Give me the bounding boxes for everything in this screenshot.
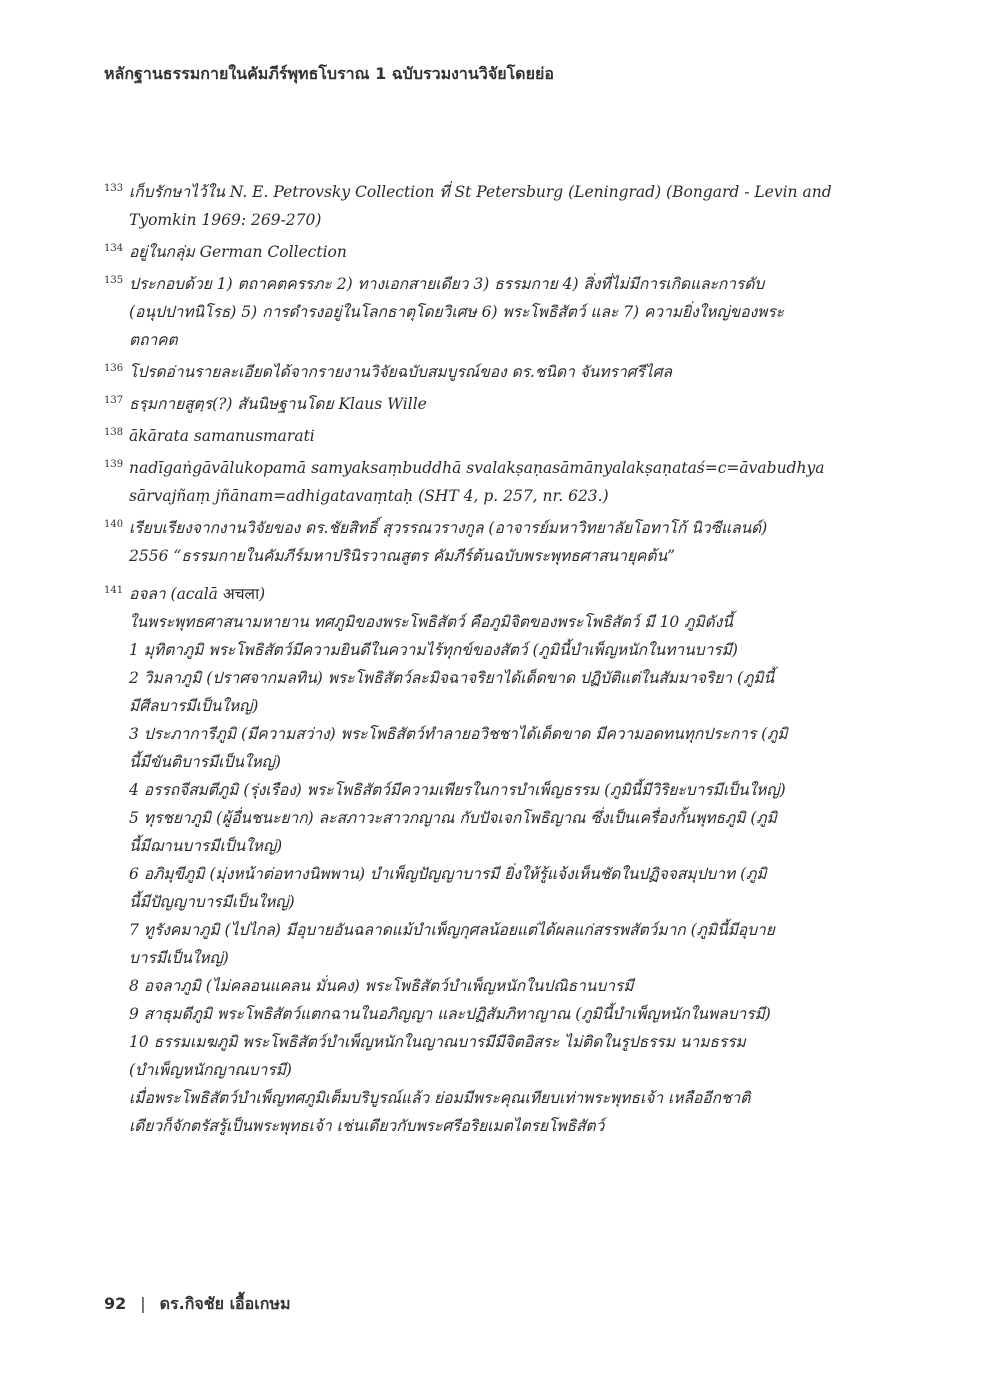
paragraph-line: ในพระพุทธศาสนามหายาน ทศภูมิของพระโพธิสัตว์ คือภูมิจิตของพระโพธิสัตว์ มี 10 ภูมิดังนี้ [129, 613, 733, 631]
conclusion-cont: เดียวก็จักตรัสรู้เป็นพระพุทธเจ้า เช่นเดียวกับพระศรีอริยเมตไตรยโพธิสัตว์ [129, 1117, 605, 1135]
footnote-text: Tyomkin 1969: 269-270) [129, 211, 322, 229]
footnote-text: ākārata samanusmarati [129, 427, 315, 445]
footnote-text: sārvajñaṃ jñānam=adhigatavaṃtaḥ (SHT 4, p. 257, nr. 623.) [129, 487, 609, 505]
stage-5: 5 ทุรชยาภูมิ (ผู้อื่นชนะยาก) ละสภาวะสาวกญาณ กับปัจเจกโพธิญาณ ซึ่งเป็นเครื่องกั้นพุทธภูมิ (ภูมิ [129, 809, 777, 827]
footnote-number: 140 [104, 519, 124, 530]
stage-9: 9 สาธุมดีภูมิ พระโพธิสัตว์แตกฉานในอภิญญา และปฏิสัมภิทาญาณ (ภูมินี้บำเพ็ญหนักในพลบารมี) [129, 1005, 771, 1023]
footnote-text: ประกอบด้วย 1) ตถาคตครรภะ 2) ทางเอกสายเดียว 3) ธรรมกาย 4) สิ่งที่ไม่มีการเกิดและการดับ [129, 275, 765, 293]
conclusion: เมื่อพระโพธิสัตว์บำเพ็ญทศภูมิเต็มบริบูรณ์แล้ว ย่อมมีพระคุณเทียบเท่าพระพุทธเจ้า เหลืออีกชาติ [129, 1089, 751, 1107]
stage-8: 8 อจลาภูมิ (ไม่คลอนแคลน มั่นคง) พระโพธิสัตว์บำเพ็ญหนักในปณิธานบารมี [129, 977, 634, 995]
footnote-text: 2556 “ธรรมกายในคัมภีร์มหาปรินิรวาณสูตร คัมภีร์ต้นฉบับพระพุทธศาสนายุคต้น” [129, 547, 676, 565]
footnote-number: 141 [104, 585, 124, 596]
stage-3-cont: นี้มีขันติบารมีเป็นใหญ่) [129, 753, 281, 771]
footnote-text: โปรดอ่านรายละเอียดได้จากรายงานวิจัยฉบับสมบูรณ์ของ ดร.ชนิดา จันทราศรีไศล [129, 363, 672, 381]
stage-10-cont: (บำเพ็ญหนักญาณบารมี) [129, 1061, 292, 1079]
heading-close: ) [259, 585, 266, 603]
stage-5-cont: นี้มีฌานบารมีเป็นใหญ่) [129, 837, 283, 855]
footnote-139 [104, 454, 874, 510]
devanagari-term: अचला [222, 585, 260, 603]
footnote-number: 138 [104, 427, 124, 438]
stage-10: 10 ธรรมเมฆภูมิ พระโพธิสัตว์บำเพ็ญหนักในญาณบารมีมีจิตอิสระ ไม่ติดในรูปธรรม นามธรรม [129, 1033, 746, 1051]
footnote-text: nadīgaṅgāvālukopamā samyaksaṃbuddhā svalakṣaṇasāmānyalakṣaṇataś=c=āvabudhya [129, 459, 825, 477]
stage-3: 3 ประภาการีภูมิ (มีความสว่าง) พระโพธิสัตว์ทำลายอวิชชาได้เด็ดขาด มีความอดทนทุกประการ (ภูมิ [129, 725, 788, 743]
heading-text: อจลา (acalā [129, 585, 218, 603]
running-head: หลักฐานธรรมกายในคัมภีร์พุทธโบราณ 1 ฉบับรวมงานวิจัยโดยย่อ [104, 64, 554, 83]
footnote-number: 136 [104, 363, 124, 374]
footnote-heading [129, 580, 874, 608]
stage-4: 4 อรรถจีสมตีภูมิ (รุ่งเรือง) พระโพธิสัตว์มีความเพียรในการบำเพ็ญธรรม (ภูมินี้มีวิริยะบารมีเป็นใหญ่) [129, 781, 786, 799]
footnote-137 [104, 390, 874, 418]
author-name: ดร.กิจชัย เอื้อเกษม [159, 1294, 291, 1313]
footnote-text: เรียบเรียงจากงานวิจัยของ ดร.ชัยสิทธิ์ สุวรรณวรางกูล (อาจารย์มหาวิทยาลัยโอทาโก้ นิวซีแลนด์) [129, 519, 768, 537]
page-footer [104, 1292, 291, 1317]
footnote-number: 135 [104, 275, 124, 286]
stage-2: 2 วิมลาภูมิ (ปราศจากมลทิน) พระโพธิสัตว์ละมิจฉาจริยาได้เด็ดขาด ปฏิบัติแต่ในสัมมาจริยา (ภูมินี้ [129, 669, 775, 687]
footnote-number: 139 [104, 459, 124, 470]
stage-2-cont: มีศีลบารมีเป็นใหญ่) [129, 697, 259, 715]
footnote-134 [104, 238, 874, 266]
page-number: 92 [104, 1294, 127, 1313]
footnotes [104, 178, 874, 1144]
footnote-text: (อนุปปาทนิโรธ) 5) การดำรงอยู่ในโลกธาตุโดยวิเศษ 6) พระโพธิสัตว์ และ 7) ความยิ่งใหญ่ของพระ [129, 303, 785, 321]
footer-separator: | [140, 1294, 146, 1313]
footnote-number: 134 [104, 243, 124, 254]
stage-1: 1 มุทิตาภูมิ พระโพธิสัตว์มีความยินดีในความไร้ทุกข์ของสัตว์ (ภูมินี้บำเพ็ญหนักในทานบารมี) [129, 641, 738, 659]
footnote-138 [104, 422, 874, 450]
footnote-text: ตถาคต [129, 331, 178, 349]
stage-7-cont: บารมีเป็นใหญ่) [129, 949, 229, 967]
footnote-133 [104, 178, 874, 234]
footnote-number: 133 [104, 183, 124, 194]
stage-7: 7 ทูรังคมาภูมิ (ไปไกล) มีอุบายอันฉลาดแม้บำเพ็ญกุศลน้อยแต่ได้ผลแก่สรรพสัตว์มาก (ภูมินี้มีอุบาย [129, 921, 775, 939]
stage-6: 6 อภิมุขีภูมิ (มุ่งหน้าต่อทางนิพพาน) บำเพ็ญปัญญาบารมี ยิ่งให้รู้แจ้งเห็นชัดในปฏิจจสมุปบาท (ภูมิ [129, 865, 767, 883]
footnote-text: ธรฺมกายสูตฺร(?) สันนิษฐานโดย Klaus Wille [129, 395, 427, 413]
footnote-140 [104, 514, 874, 570]
footnote-text: เก็บรักษาไว้ใน N. E. Petrovsky Collection ที่ St Petersburg (Leningrad) (Bongard - Levin and [129, 183, 832, 201]
footnote-141 [104, 580, 874, 1140]
footnote-136 [104, 358, 874, 386]
stage-6-cont: นี้มีปัญญาบารมีเป็นใหญ่) [129, 893, 295, 911]
footnote-text: อยู่ในกลุ่ม German Collection [129, 243, 347, 261]
footnote-135 [104, 270, 874, 354]
footnote-number: 137 [104, 395, 124, 406]
